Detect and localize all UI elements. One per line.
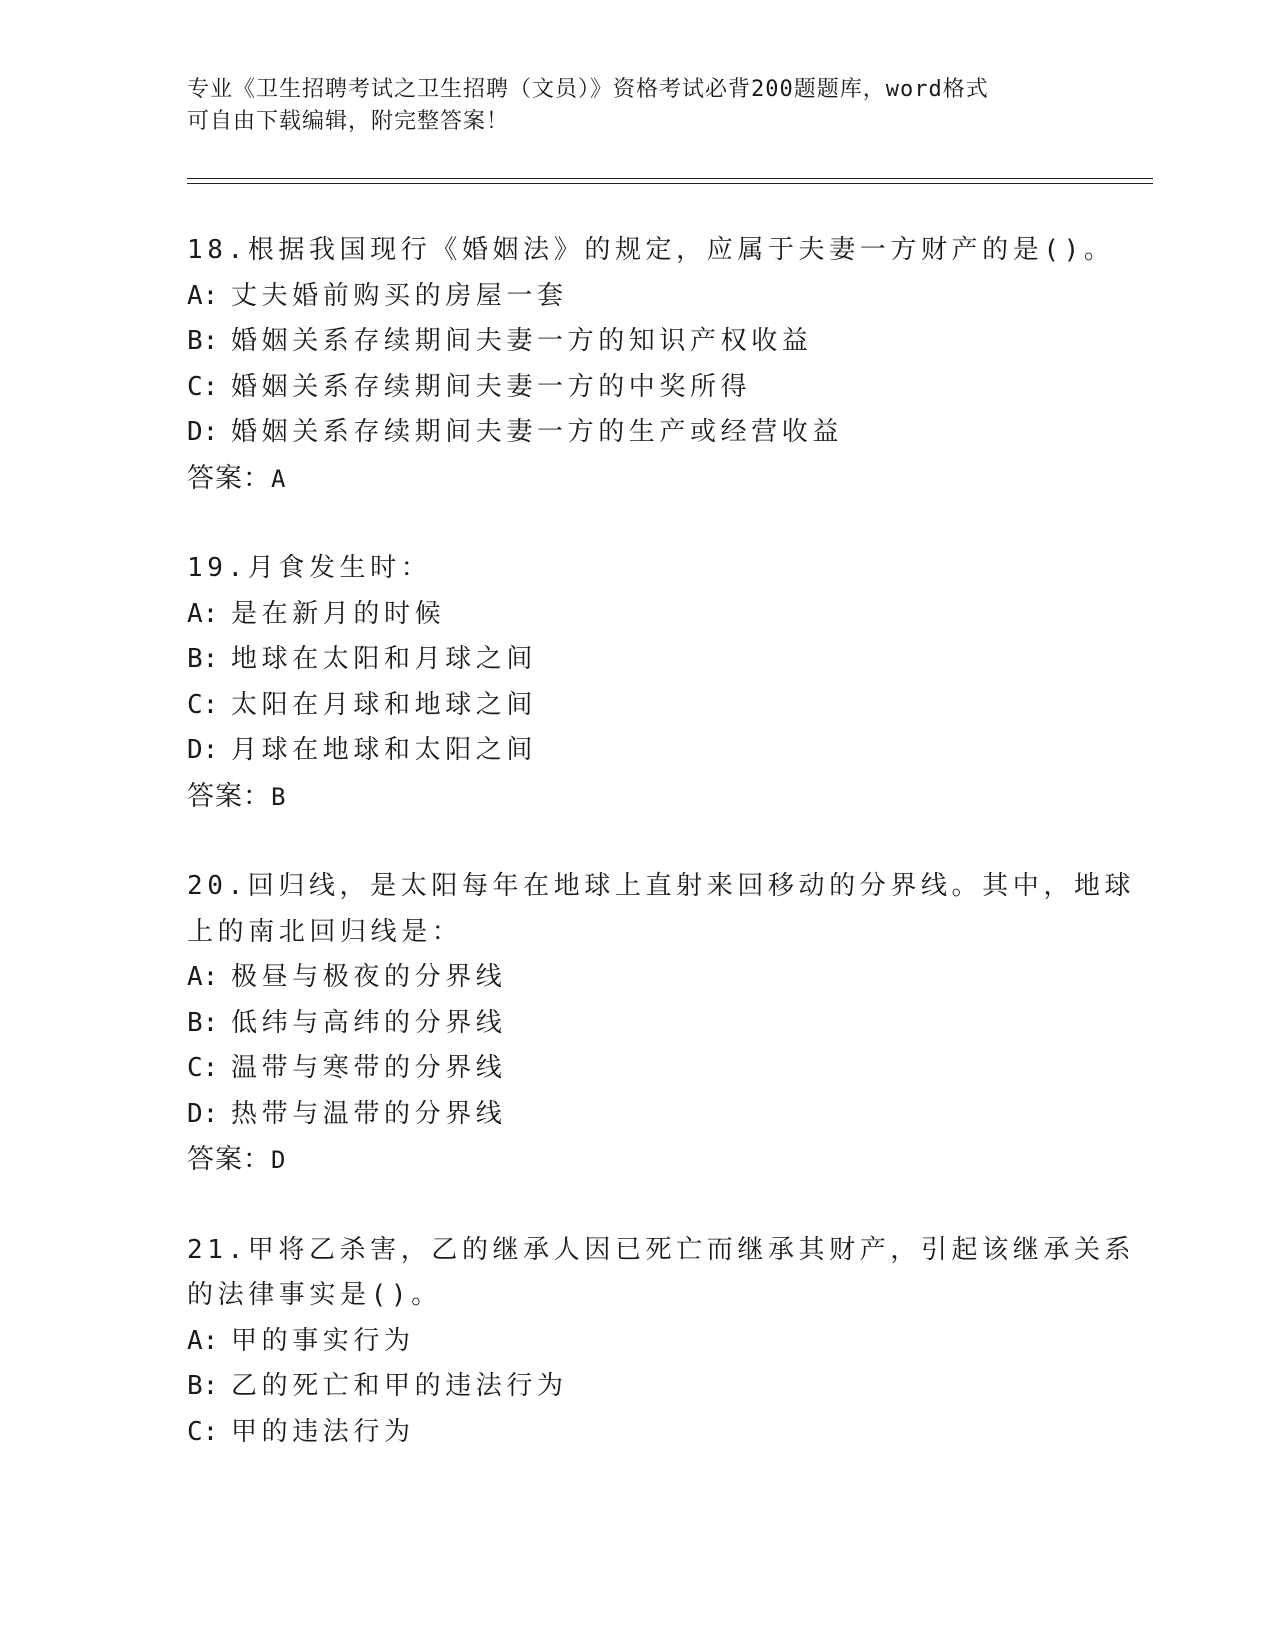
option-c [187, 1046, 1087, 1092]
question-stem: 18.根据我国现行《婚姻法》的规定，应属于夫妻一方财产的是()。 [187, 235, 1115, 265]
header-line-1: 专业《卫生招聘考试之卫生招聘（文员）》资格考试必背200题题库，word格式 [187, 77, 989, 102]
question-18 [187, 228, 1115, 502]
option-d [187, 410, 1087, 456]
option-b [187, 1001, 1087, 1047]
option-d [187, 728, 1087, 774]
option-text: 月球在地球和太阳之间 [231, 735, 538, 765]
option-text: 丈夫婚前购买的房屋一套 [231, 280, 568, 311]
option-b [187, 637, 1087, 683]
header-divider-bottom [187, 183, 1153, 184]
answer-value: A [271, 464, 287, 493]
answer-line [187, 774, 1087, 821]
option-c [187, 365, 1087, 411]
option-letter: C: [187, 371, 219, 402]
option-letter: D: [187, 1098, 219, 1129]
answer-line [187, 1137, 1087, 1184]
header-divider-top [187, 178, 1153, 179]
option-c [187, 1410, 1087, 1456]
option-a [187, 274, 1087, 320]
question-stem-continued: 的法律事实是()。 [187, 1280, 442, 1310]
question-list [187, 228, 1136, 1499]
option-text: 太阳在月球和地球之间 [231, 689, 538, 720]
answer-label: 答案： [187, 780, 271, 812]
option-letter: C: [187, 689, 219, 720]
option-text: 婚姻关系存续期间夫妻一方的生产或经营收益 [231, 417, 844, 447]
option-letter: B: [187, 1007, 219, 1038]
question-stem: 19.月食发生时： [187, 553, 432, 583]
option-letter: B: [187, 1371, 219, 1401]
answer-line [187, 456, 1087, 503]
question-stem-continued: 上的南北回归线是： [187, 916, 463, 947]
option-letter: D: [187, 735, 219, 765]
question-19 [187, 546, 1087, 820]
option-letter: B: [187, 326, 219, 356]
option-text: 温带与寒带的分界线 [231, 1053, 507, 1083]
option-b [187, 319, 1087, 365]
answer-label: 答案： [187, 1144, 271, 1175]
question-stem: 21.甲将乙杀害，乙的继承人因已死亡而继承其财产，引起该继承关系 [187, 1234, 1136, 1265]
question-20 [187, 864, 1136, 1184]
option-text: 热带与温带的分界线 [231, 1098, 507, 1129]
question-21 [187, 1228, 1136, 1456]
option-letter: A: [187, 598, 219, 629]
answer-value: D [271, 1146, 287, 1174]
option-text: 极昼与极夜的分界线 [231, 962, 507, 992]
option-letter: C: [187, 1416, 219, 1447]
option-letter: A: [187, 280, 219, 311]
question-stem: 20.回归线，是太阳每年在地球上直射来回移动的分界线。其中，地球 [187, 871, 1136, 901]
option-letter: C: [187, 1053, 219, 1083]
answer-label: 答案： [187, 462, 271, 494]
option-letter: D: [187, 417, 219, 447]
document-header [187, 74, 1087, 138]
option-text: 低纬与高纬的分界线 [231, 1007, 507, 1038]
option-text: 婚姻关系存续期间夫妻一方的知识产权收益 [231, 326, 813, 356]
option-a [187, 955, 1087, 1001]
option-c [187, 683, 1087, 729]
option-text: 婚姻关系存续期间夫妻一方的中奖所得 [231, 371, 752, 402]
option-letter: A: [187, 962, 219, 992]
option-text: 乙的死亡和甲的违法行为 [231, 1371, 568, 1401]
option-text: 是在新月的时候 [231, 598, 446, 629]
option-text: 甲的事实行为 [231, 1325, 415, 1356]
answer-value: B [271, 782, 287, 811]
option-d [187, 1092, 1087, 1138]
option-letter: A: [187, 1325, 219, 1356]
header-line-2: 可自由下载编辑，附完整答案！ [187, 109, 510, 134]
option-b [187, 1364, 1087, 1410]
option-letter: B: [187, 644, 219, 674]
option-a [187, 592, 1087, 638]
option-text: 地球在太阳和月球之间 [231, 644, 538, 674]
option-text: 甲的违法行为 [231, 1416, 415, 1447]
option-a [187, 1319, 1087, 1365]
